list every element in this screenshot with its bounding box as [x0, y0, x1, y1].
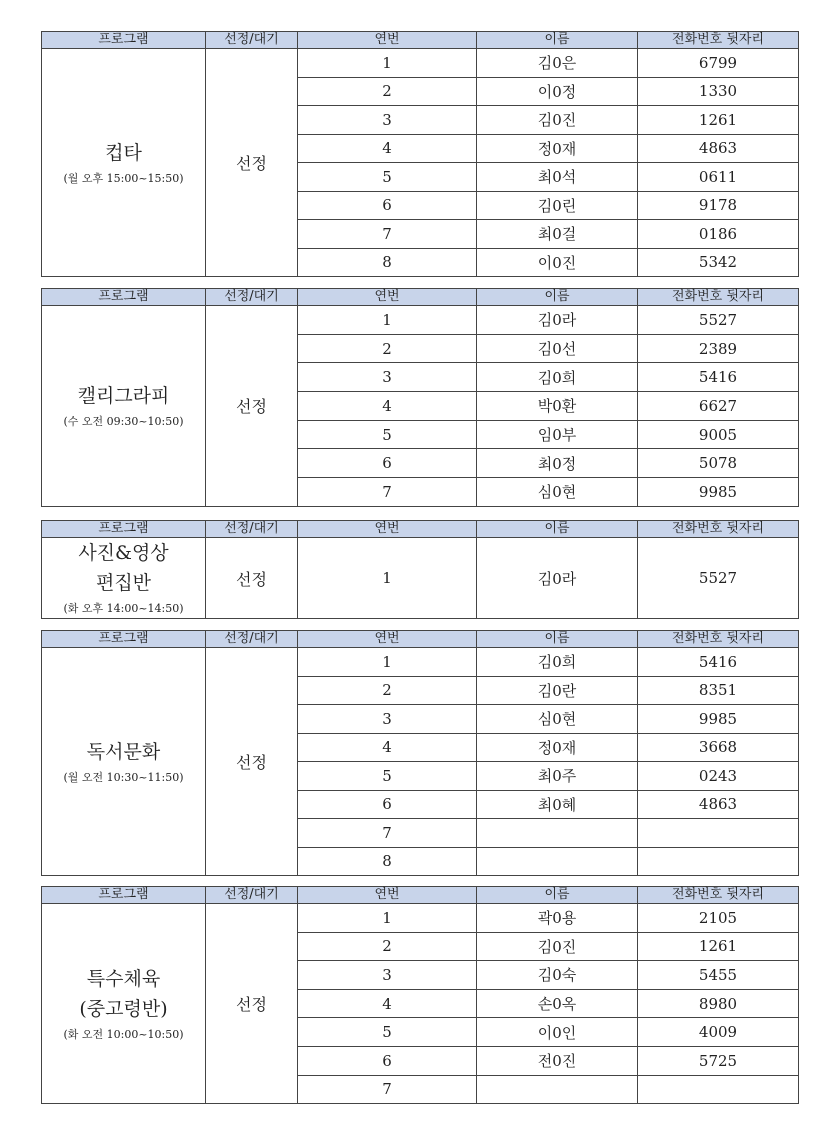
row-number: 7: [298, 220, 477, 249]
phone-last-digits: 5725: [638, 1046, 799, 1075]
participant-name: [477, 847, 638, 876]
selection-status: 선정: [206, 49, 298, 277]
table-header-row: [42, 521, 799, 538]
row-number: 7: [298, 478, 477, 507]
selection-status: 선정: [206, 904, 298, 1104]
row-number: 1: [298, 904, 477, 933]
row-number: 6: [298, 449, 477, 478]
program-cell: [42, 538, 206, 619]
program-table: [41, 520, 799, 619]
participant-name: 김0진: [477, 106, 638, 135]
row-number: 2: [298, 932, 477, 961]
program-table: [41, 288, 799, 507]
header-program: 프로그램: [42, 631, 206, 648]
row-number: 7: [298, 1075, 477, 1104]
header-program: 프로그램: [42, 521, 206, 538]
participant-name: 김0라: [477, 306, 638, 335]
header-status: 선정/대기: [206, 289, 298, 306]
phone-last-digits: 3668: [638, 733, 799, 762]
header-name: 이름: [477, 32, 638, 49]
header-name: 이름: [477, 887, 638, 904]
program-name: 독서문화: [86, 740, 161, 763]
row-number: 5: [298, 420, 477, 449]
phone-last-digits: 6799: [638, 49, 799, 78]
program-schedule: (월 오후 15:00~15:50): [63, 171, 184, 185]
header-phone: 전화번호 뒷자리: [638, 631, 799, 648]
phone-last-digits: 5416: [638, 648, 799, 677]
phone-last-digits: 5455: [638, 961, 799, 990]
program-cell: [42, 648, 206, 876]
participant-name: 최0혜: [477, 790, 638, 819]
program-name: 캘리그라피: [77, 384, 170, 407]
row-number: 3: [298, 106, 477, 135]
row-number: 2: [298, 334, 477, 363]
participant-name: [477, 819, 638, 848]
participant-name: 최0주: [477, 762, 638, 791]
table-row: [42, 306, 799, 335]
participant-name: 손0옥: [477, 989, 638, 1018]
participant-name: 김0린: [477, 191, 638, 220]
row-number: 3: [298, 961, 477, 990]
row-number: 4: [298, 989, 477, 1018]
row-number: 1: [298, 538, 477, 619]
row-number: 5: [298, 1018, 477, 1047]
phone-last-digits: 5416: [638, 363, 799, 392]
phone-last-digits: [638, 819, 799, 848]
selection-status: 선정: [206, 648, 298, 876]
participant-name: 김0라: [477, 538, 638, 619]
participant-name: 이0진: [477, 248, 638, 277]
phone-last-digits: 8351: [638, 676, 799, 705]
program-table: [41, 31, 799, 277]
phone-last-digits: 9985: [638, 705, 799, 734]
row-number: 6: [298, 790, 477, 819]
header-status: 선정/대기: [206, 631, 298, 648]
row-number: 6: [298, 191, 477, 220]
phone-last-digits: 5527: [638, 538, 799, 619]
row-number: 3: [298, 363, 477, 392]
table-header-row: [42, 631, 799, 648]
participant-name: 이0인: [477, 1018, 638, 1047]
header-number: 연번: [298, 32, 477, 49]
row-number: 2: [298, 77, 477, 106]
program-cell: [42, 904, 206, 1104]
phone-last-digits: 4009: [638, 1018, 799, 1047]
phone-last-digits: 9178: [638, 191, 799, 220]
program-cell: [42, 49, 206, 277]
row-number: 1: [298, 49, 477, 78]
phone-last-digits: 5527: [638, 306, 799, 335]
phone-last-digits: 5342: [638, 248, 799, 277]
participant-name: 임0부: [477, 420, 638, 449]
program-schedule: (수 오전 09:30~10:50): [63, 414, 184, 428]
program-name: 컵타: [105, 141, 142, 164]
phone-last-digits: [638, 847, 799, 876]
phone-last-digits: [638, 1075, 799, 1104]
program-name: (중고령반): [79, 997, 168, 1020]
header-program: 프로그램: [42, 289, 206, 306]
phone-last-digits: 1330: [638, 77, 799, 106]
header-program: 프로그램: [42, 32, 206, 49]
phone-last-digits: 1261: [638, 932, 799, 961]
phone-last-digits: 0611: [638, 163, 799, 192]
row-number: 5: [298, 163, 477, 192]
program-schedule: (화 오전 10:00~10:50): [63, 1027, 184, 1041]
phone-last-digits: 9985: [638, 478, 799, 507]
phone-last-digits: 0243: [638, 762, 799, 791]
selection-status: 선정: [206, 538, 298, 619]
table-row: [42, 648, 799, 677]
participant-name: 김0란: [477, 676, 638, 705]
header-number: 연번: [298, 631, 477, 648]
program-table: [41, 630, 799, 876]
row-number: 7: [298, 819, 477, 848]
program-name: 편집반: [95, 572, 152, 594]
participant-name: 심0현: [477, 478, 638, 507]
row-number: 2: [298, 676, 477, 705]
participant-name: 전0진: [477, 1046, 638, 1075]
participant-name: 최0걸: [477, 220, 638, 249]
participant-name: 김0희: [477, 648, 638, 677]
row-number: 4: [298, 392, 477, 421]
phone-last-digits: 4863: [638, 134, 799, 163]
header-phone: 전화번호 뒷자리: [638, 521, 799, 538]
participant-name: 최0석: [477, 163, 638, 192]
participant-name: [477, 1075, 638, 1104]
program-schedule: (월 오전 10:30~11:50): [63, 770, 184, 784]
row-number: 8: [298, 847, 477, 876]
header-program: 프로그램: [42, 887, 206, 904]
phone-last-digits: 9005: [638, 420, 799, 449]
phone-last-digits: 1261: [638, 106, 799, 135]
header-phone: 전화번호 뒷자리: [638, 32, 799, 49]
table-row: [42, 49, 799, 78]
phone-last-digits: 2389: [638, 334, 799, 363]
row-number: 1: [298, 648, 477, 677]
program-name: 특수체육: [86, 967, 161, 990]
program-schedule: (화 오후 14:00~14:50): [63, 602, 184, 615]
header-name: 이름: [477, 631, 638, 648]
row-number: 3: [298, 705, 477, 734]
row-number: 4: [298, 134, 477, 163]
phone-last-digits: 6627: [638, 392, 799, 421]
header-phone: 전화번호 뒷자리: [638, 289, 799, 306]
table-header-row: [42, 887, 799, 904]
participant-name: 박0환: [477, 392, 638, 421]
phone-last-digits: 2105: [638, 904, 799, 933]
header-phone: 전화번호 뒷자리: [638, 887, 799, 904]
participant-name: 곽0용: [477, 904, 638, 933]
participant-name: 김0진: [477, 932, 638, 961]
participant-name: 최0정: [477, 449, 638, 478]
header-name: 이름: [477, 521, 638, 538]
program-name: 사진&영상: [78, 542, 169, 564]
participant-name: 이0정: [477, 77, 638, 106]
row-number: 4: [298, 733, 477, 762]
table-header-row: [42, 289, 799, 306]
table-header-row: [42, 32, 799, 49]
header-status: 선정/대기: [206, 521, 298, 538]
participant-name: 김0희: [477, 363, 638, 392]
participant-name: 김0선: [477, 334, 638, 363]
row-number: 8: [298, 248, 477, 277]
phone-last-digits: 4863: [638, 790, 799, 819]
phone-last-digits: 5078: [638, 449, 799, 478]
selection-status: 선정: [206, 306, 298, 507]
row-number: 1: [298, 306, 477, 335]
header-number: 연번: [298, 521, 477, 538]
header-status: 선정/대기: [206, 32, 298, 49]
header-name: 이름: [477, 289, 638, 306]
row-number: 6: [298, 1046, 477, 1075]
phone-last-digits: 0186: [638, 220, 799, 249]
table-row: [42, 904, 799, 933]
header-number: 연번: [298, 289, 477, 306]
participant-name: 정0재: [477, 733, 638, 762]
participant-name: 김0은: [477, 49, 638, 78]
program-table: [41, 886, 799, 1104]
header-status: 선정/대기: [206, 887, 298, 904]
row-number: 5: [298, 762, 477, 791]
program-cell: [42, 306, 206, 507]
table-row: [42, 538, 799, 619]
phone-last-digits: 8980: [638, 989, 799, 1018]
participant-name: 정0재: [477, 134, 638, 163]
participant-name: 심0현: [477, 705, 638, 734]
header-number: 연번: [298, 887, 477, 904]
participant-name: 김0숙: [477, 961, 638, 990]
